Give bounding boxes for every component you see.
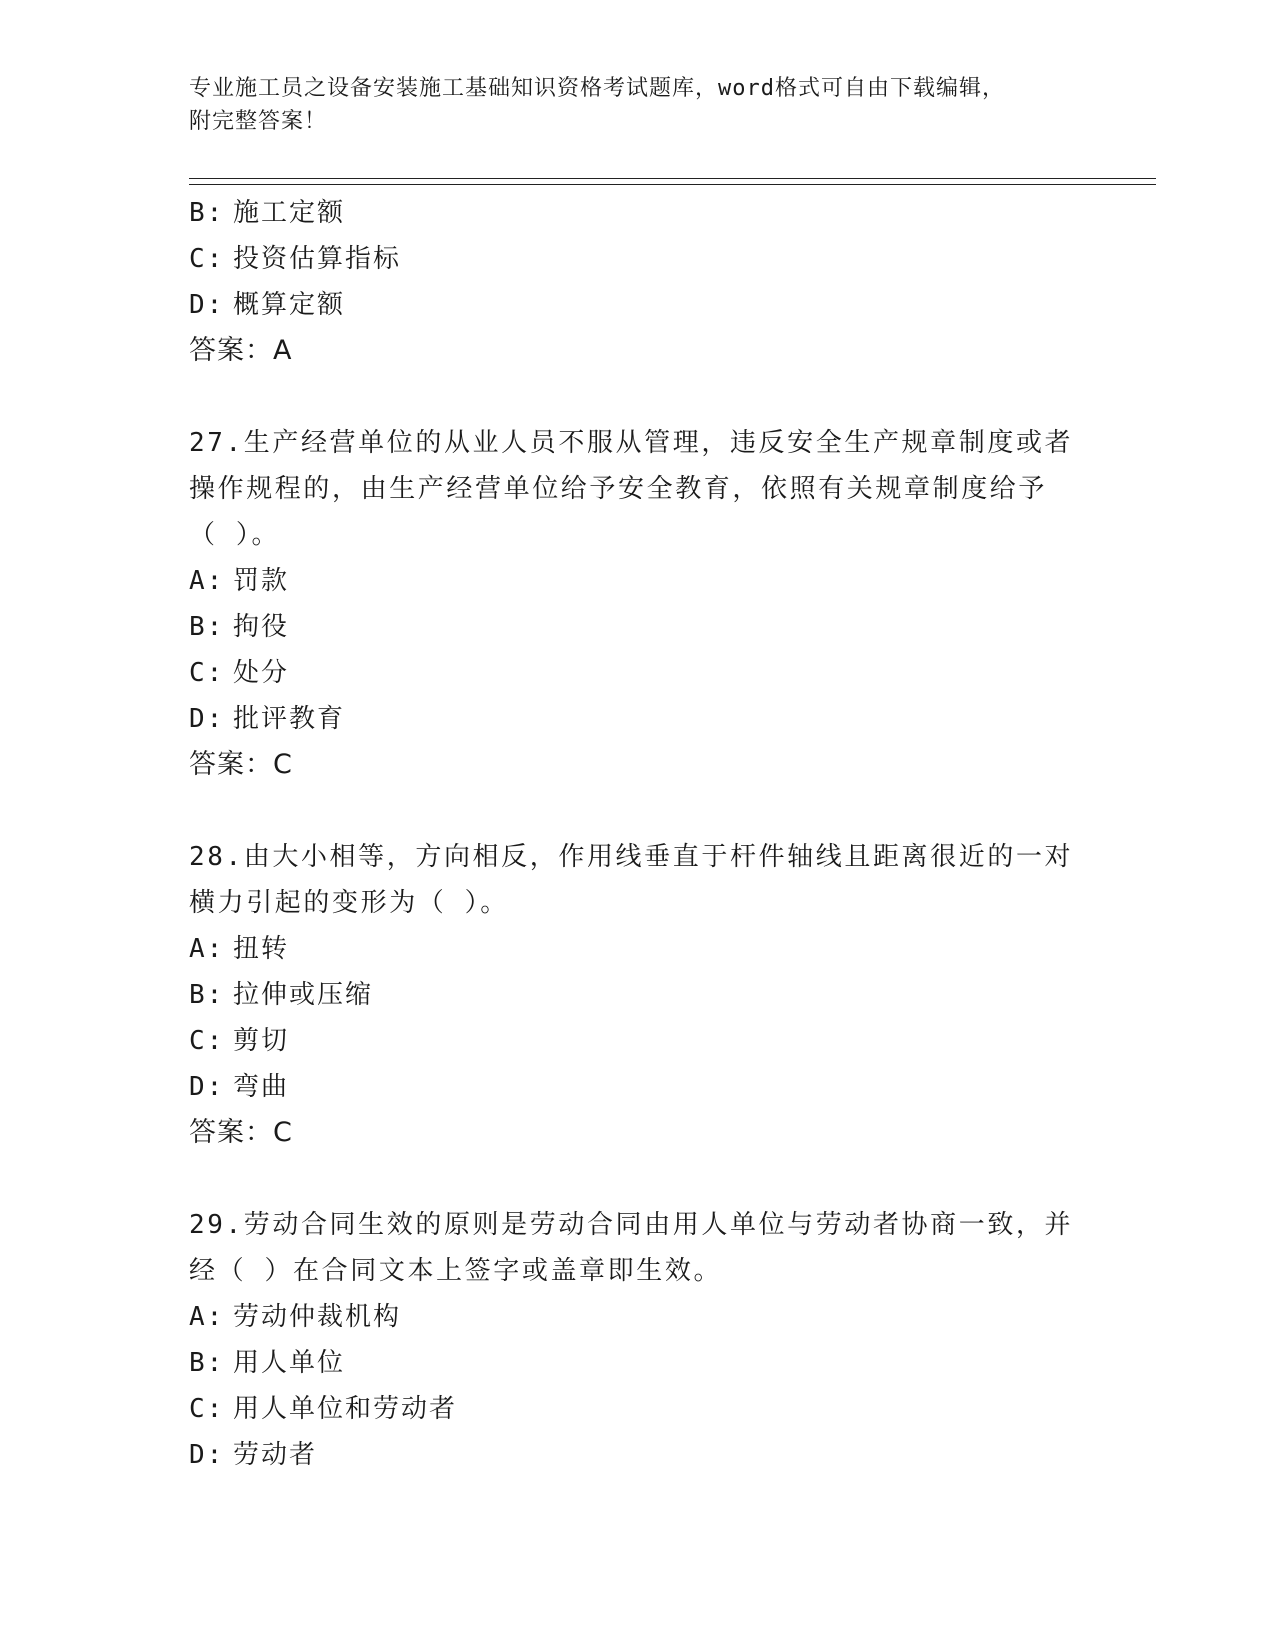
option-item (189, 1386, 1089, 1432)
question-29 (189, 1202, 1089, 1478)
option-label: A: (189, 934, 225, 964)
document-header (189, 72, 1089, 138)
option-label: D: (189, 704, 225, 734)
option-text: 弯曲 (233, 1072, 290, 1102)
question-list (189, 190, 1089, 1478)
question-stem-line: 29.劳动合同生效的原则是劳动合同由用人单位与劳动者协商一致，并 (189, 1210, 1074, 1240)
option-label: C: (189, 658, 225, 688)
option-label: B: (189, 612, 225, 642)
header-divider (189, 178, 1156, 185)
option-item (189, 1064, 1089, 1110)
option-item (189, 282, 1089, 328)
option-item (189, 696, 1089, 742)
option-text: 用人单位和劳动者 (233, 1394, 458, 1424)
question-27 (189, 420, 1089, 788)
answer-line: 答案：A (189, 335, 293, 366)
question-stem-line: 27.生产经营单位的从业人员不服从管理，违反安全生产规章制度或者 (189, 428, 1074, 458)
option-label: A: (189, 1302, 225, 1332)
option-item (189, 1294, 1089, 1340)
question-26-tail (189, 190, 1089, 374)
spacer (189, 1156, 1089, 1202)
question-stem-line: 经（ ）在合同文本上签字或盖章即生效。 (189, 1256, 723, 1286)
option-label: B: (189, 1348, 225, 1378)
header-line-2: 附完整答案！ (189, 109, 328, 134)
answer-line: 答案：C (189, 749, 293, 780)
option-label: C: (189, 1026, 225, 1056)
option-text: 罚款 (233, 566, 290, 596)
option-item (189, 558, 1089, 604)
option-item (189, 1432, 1089, 1478)
option-label: B: (189, 198, 225, 228)
spacer (189, 788, 1089, 834)
option-item (189, 1018, 1089, 1064)
option-text: 处分 (233, 658, 290, 688)
option-text: 施工定额 (233, 198, 346, 228)
option-item (189, 650, 1089, 696)
spacer (189, 374, 1089, 420)
option-text: 剪切 (233, 1026, 290, 1056)
option-text: 劳动者 (233, 1440, 318, 1470)
option-label: C: (189, 1394, 225, 1424)
option-text: 概算定额 (233, 290, 346, 320)
option-label: C: (189, 244, 225, 274)
option-text: 劳动仲裁机构 (233, 1302, 402, 1332)
question-stem-line: （ ）。 (189, 520, 281, 550)
option-item (189, 604, 1089, 650)
option-label: A: (189, 566, 225, 596)
question-stem-line: 横力引起的变形为（ ）。 (189, 888, 509, 918)
option-item (189, 972, 1089, 1018)
option-text: 批评教育 (233, 704, 346, 734)
option-item (189, 1340, 1089, 1386)
option-text: 扭转 (233, 934, 290, 964)
option-item (189, 190, 1089, 236)
question-stem-line: 28.由大小相等，方向相反，作用线垂直于杆件轴线且距离很近的一对 (189, 842, 1074, 872)
option-item (189, 236, 1089, 282)
option-text: 拉伸或压缩 (233, 980, 374, 1010)
option-text: 投资估算指标 (233, 244, 402, 274)
option-item (189, 926, 1089, 972)
option-label: D: (189, 290, 225, 320)
header-line-1: 专业施工员之设备安装施工基础知识资格考试题库，word格式可自由下载编辑， (189, 76, 1005, 101)
answer-line: 答案：C (189, 1117, 293, 1148)
question-stem-line: 操作规程的，由生产经营单位给予安全教育，依照有关规章制度给予 (189, 474, 1048, 504)
option-label: D: (189, 1440, 225, 1470)
option-label: B: (189, 980, 225, 1010)
option-text: 用人单位 (233, 1348, 346, 1378)
option-label: D: (189, 1072, 225, 1102)
option-text: 拘役 (233, 612, 290, 642)
question-28 (189, 834, 1089, 1156)
